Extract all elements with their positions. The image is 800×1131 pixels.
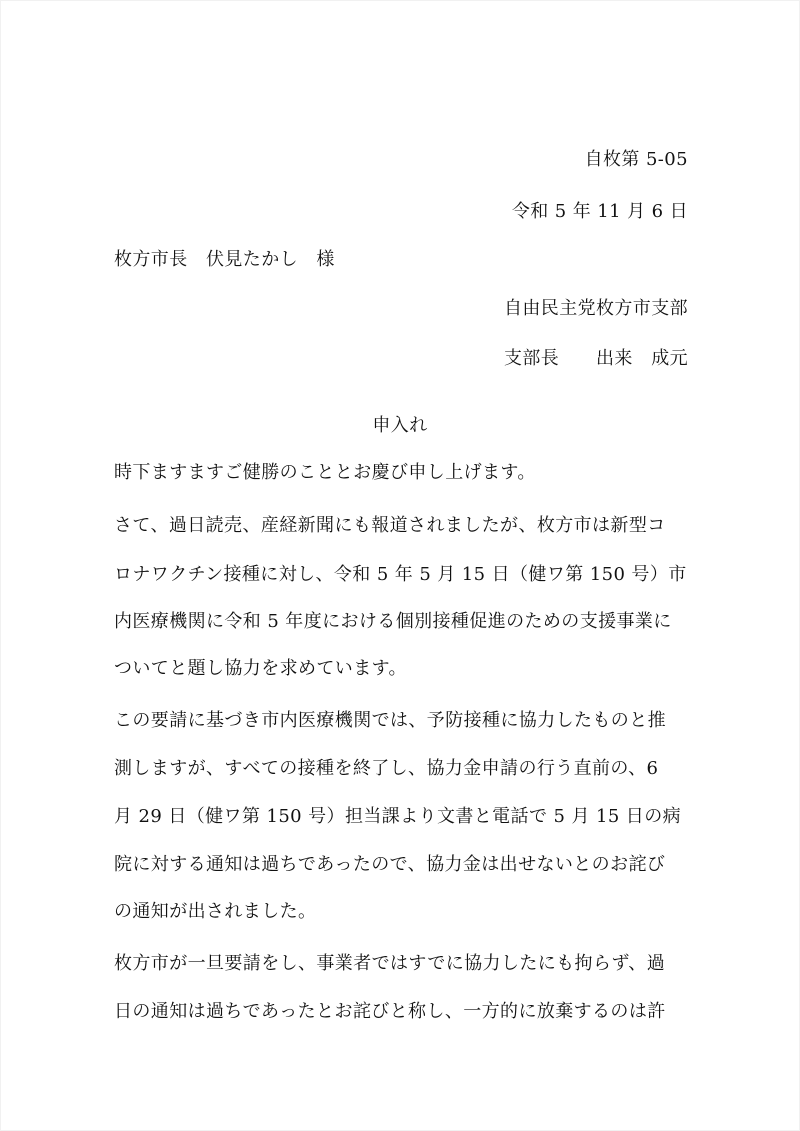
- body-line: 測しますが、すべての接種を終了し、協力金申請の行う直前の、6: [114, 758, 659, 779]
- body-line: ロナワクチン接種に対し、令和 5 年 5 月 15 日（健ワ第 150 号）市: [114, 564, 687, 585]
- sender-organization: 自由民主党枚方市支部: [504, 298, 688, 319]
- sender-person: 支部長 出来 成元: [504, 348, 688, 369]
- body-line: 時下ますますご健勝のこととお慶び申し上げます。: [114, 462, 536, 483]
- body-line: ついてと題し協力を求めています。: [114, 658, 407, 679]
- body-line: 枚方市が一旦要請をし、事業者ではすでに協力したにも拘らず、過: [114, 953, 666, 974]
- body-line: 院に対する通知は過ちであったので、協力金は出せないとのお詫び: [114, 854, 666, 875]
- document-date: 令和 5 年 11 月 6 日: [511, 201, 688, 222]
- body-line: 日の通知は過ちであったとお詫びと称し、一方的に放棄するのは許: [114, 1001, 666, 1022]
- addressee: 枚方市長 伏見たかし 様: [114, 249, 335, 270]
- body-line: 内医療機関に令和 5 年度における個別接種促進のための支援事業に: [114, 611, 672, 632]
- body-line: この要請に基づき市内医療機関では、予防接種に協力したものと推: [114, 710, 666, 731]
- body-line: さて、過日読売、産経新聞にも報道されましたが、枚方市は新型コ: [114, 515, 666, 536]
- body-line: 月 29 日（健ワ第 150 号）担当課より文書と電話で 5 月 15 日の病: [114, 806, 681, 827]
- body-line: の通知が出されました。: [114, 901, 317, 922]
- document-title: 申入れ: [372, 415, 428, 436]
- document-number: 自枚第 5-05: [584, 149, 688, 170]
